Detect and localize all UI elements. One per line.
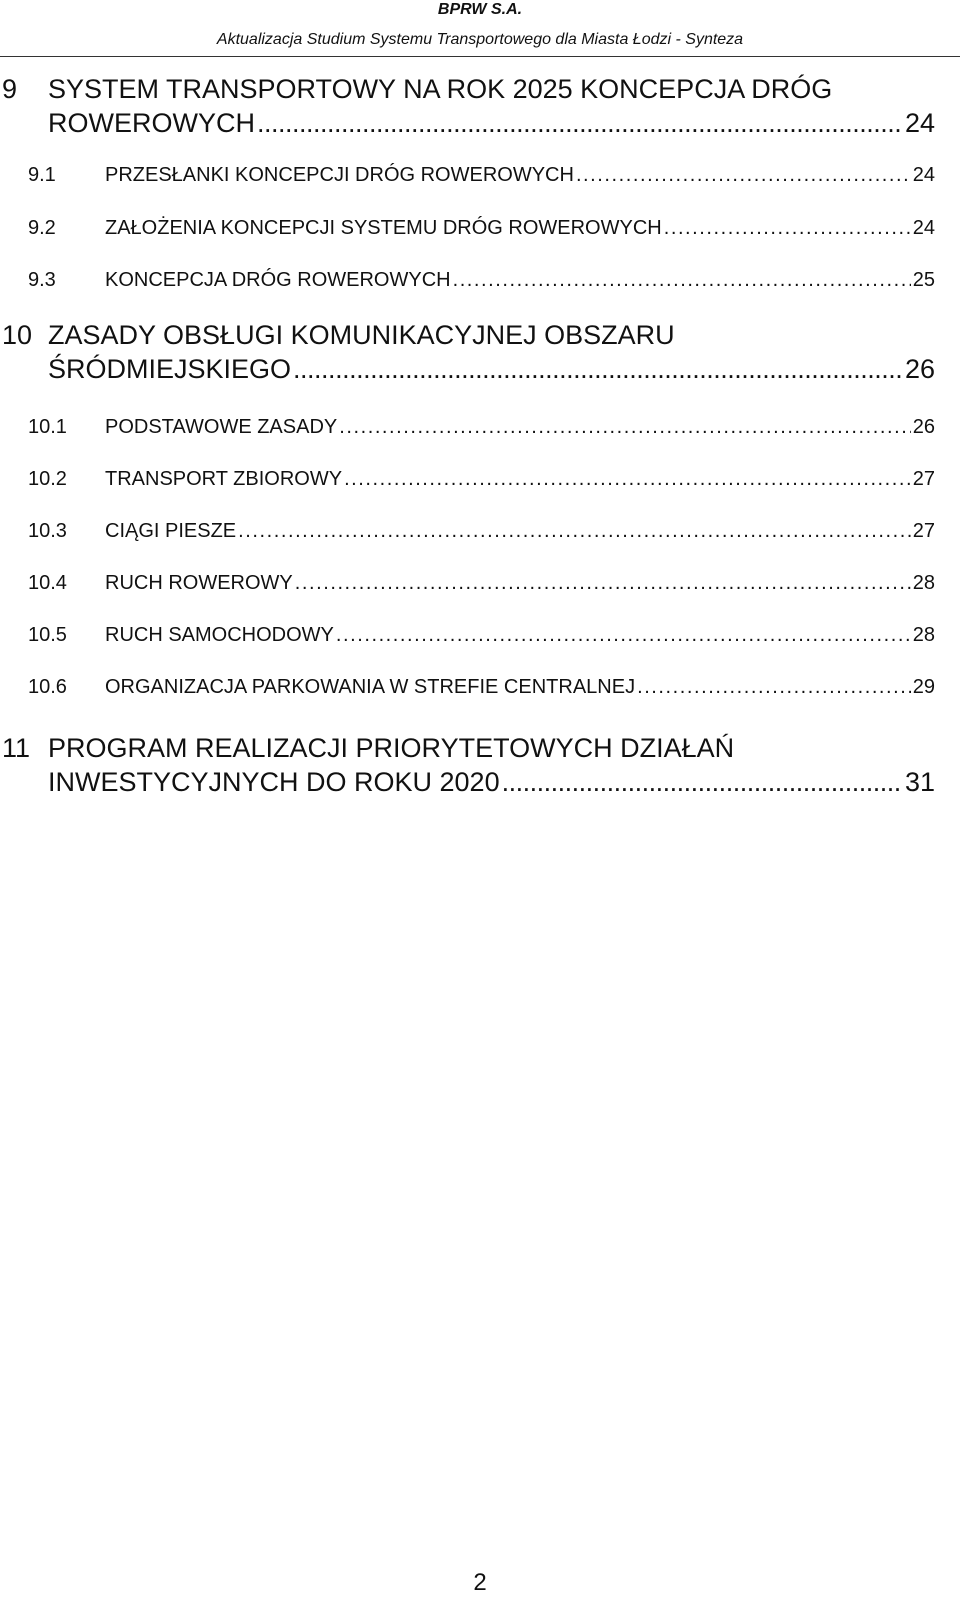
company-name: BPRW S.A. bbox=[437, 1, 523, 18]
toc-title-line: PROGRAM REALIZACJI PRIORYTETOWYCH DZIAŁAŃ bbox=[48, 733, 735, 763]
toc-number: 10.1 bbox=[28, 416, 67, 438]
toc-page: 27 bbox=[912, 520, 935, 542]
toc-title: KONCEPCJA DRÓG ROWEROWYCH bbox=[105, 269, 451, 291]
toc-page: 29 bbox=[912, 676, 935, 698]
dot-leader bbox=[295, 570, 911, 596]
toc-title: ROWEROWYCH bbox=[48, 108, 255, 138]
toc-number: 10.6 bbox=[28, 676, 67, 698]
toc-page: 24 bbox=[904, 108, 935, 138]
dot-leader bbox=[336, 622, 911, 648]
toc-title: PRZESŁANKI KONCEPCJI DRÓG ROWEROWYCH bbox=[105, 164, 574, 186]
toc-page: 27 bbox=[912, 468, 935, 490]
toc-title-line: SYSTEM TRANSPORTOWY NA ROK 2025 KONCEPCJA DRÓG bbox=[48, 74, 833, 104]
dot-leader bbox=[293, 352, 903, 386]
page-number: 2 bbox=[473, 1569, 487, 1596]
toc-number: 9.1 bbox=[28, 164, 56, 186]
dot-leader bbox=[576, 162, 911, 188]
toc-title: ZAŁOŻENIA KONCEPCJI SYSTEMU DRÓG ROWEROWYCH bbox=[105, 217, 662, 239]
toc-page: 26 bbox=[912, 416, 935, 438]
toc-title: RUCH SAMOCHODOWY bbox=[105, 624, 334, 646]
dot-leader bbox=[238, 518, 911, 544]
dot-leader bbox=[339, 414, 911, 440]
header-divider bbox=[0, 56, 960, 57]
toc-number: 9 bbox=[2, 74, 18, 104]
toc-title: ORGANIZACJA PARKOWANIA W STREFIE CENTRALNEJ bbox=[105, 676, 636, 698]
toc-title-line: ZASADY OBSŁUGI KOMUNIKACYJNEJ OBSZARU bbox=[48, 320, 675, 350]
toc-number: 9.2 bbox=[28, 217, 56, 239]
toc-number: 10 bbox=[2, 320, 33, 350]
page-header bbox=[0, 0, 960, 50]
dot-leader bbox=[344, 466, 911, 492]
dot-leader bbox=[453, 267, 911, 293]
toc-page: 28 bbox=[912, 624, 935, 646]
toc-page: 25 bbox=[912, 269, 935, 291]
dot-leader bbox=[502, 765, 903, 799]
toc-page: 26 bbox=[904, 354, 935, 384]
document-subtitle: Aktualizacja Studium Systemu Transportowego dla Miasta Łodzi - Synteza bbox=[216, 31, 744, 48]
toc-title: TRANSPORT ZBIOROWY bbox=[105, 468, 343, 490]
dot-leader bbox=[257, 106, 903, 140]
toc-page: 24 bbox=[912, 217, 935, 239]
toc-title: PODSTAWOWE ZASADY bbox=[105, 416, 338, 438]
toc-title: RUCH ROWEROWY bbox=[105, 572, 293, 594]
toc-title: INWESTYCYJNYCH DO ROKU 2020 bbox=[48, 767, 500, 797]
toc-number: 10.4 bbox=[28, 572, 67, 594]
dot-leader bbox=[637, 674, 911, 700]
toc-page: 31 bbox=[904, 767, 935, 797]
toc-number: 9.3 bbox=[28, 269, 56, 291]
toc-title: ŚRÓDMIEJSKIEGO bbox=[48, 354, 292, 384]
toc-number: 10.3 bbox=[28, 520, 67, 542]
toc-number: 11 bbox=[2, 733, 31, 763]
toc-page: 28 bbox=[912, 572, 935, 594]
toc-page: 24 bbox=[912, 164, 935, 186]
dot-leader bbox=[664, 215, 911, 241]
toc-number: 10.5 bbox=[28, 624, 67, 646]
toc-title: CIĄGI PIESZE bbox=[105, 520, 237, 542]
toc-number: 10.2 bbox=[28, 468, 67, 490]
